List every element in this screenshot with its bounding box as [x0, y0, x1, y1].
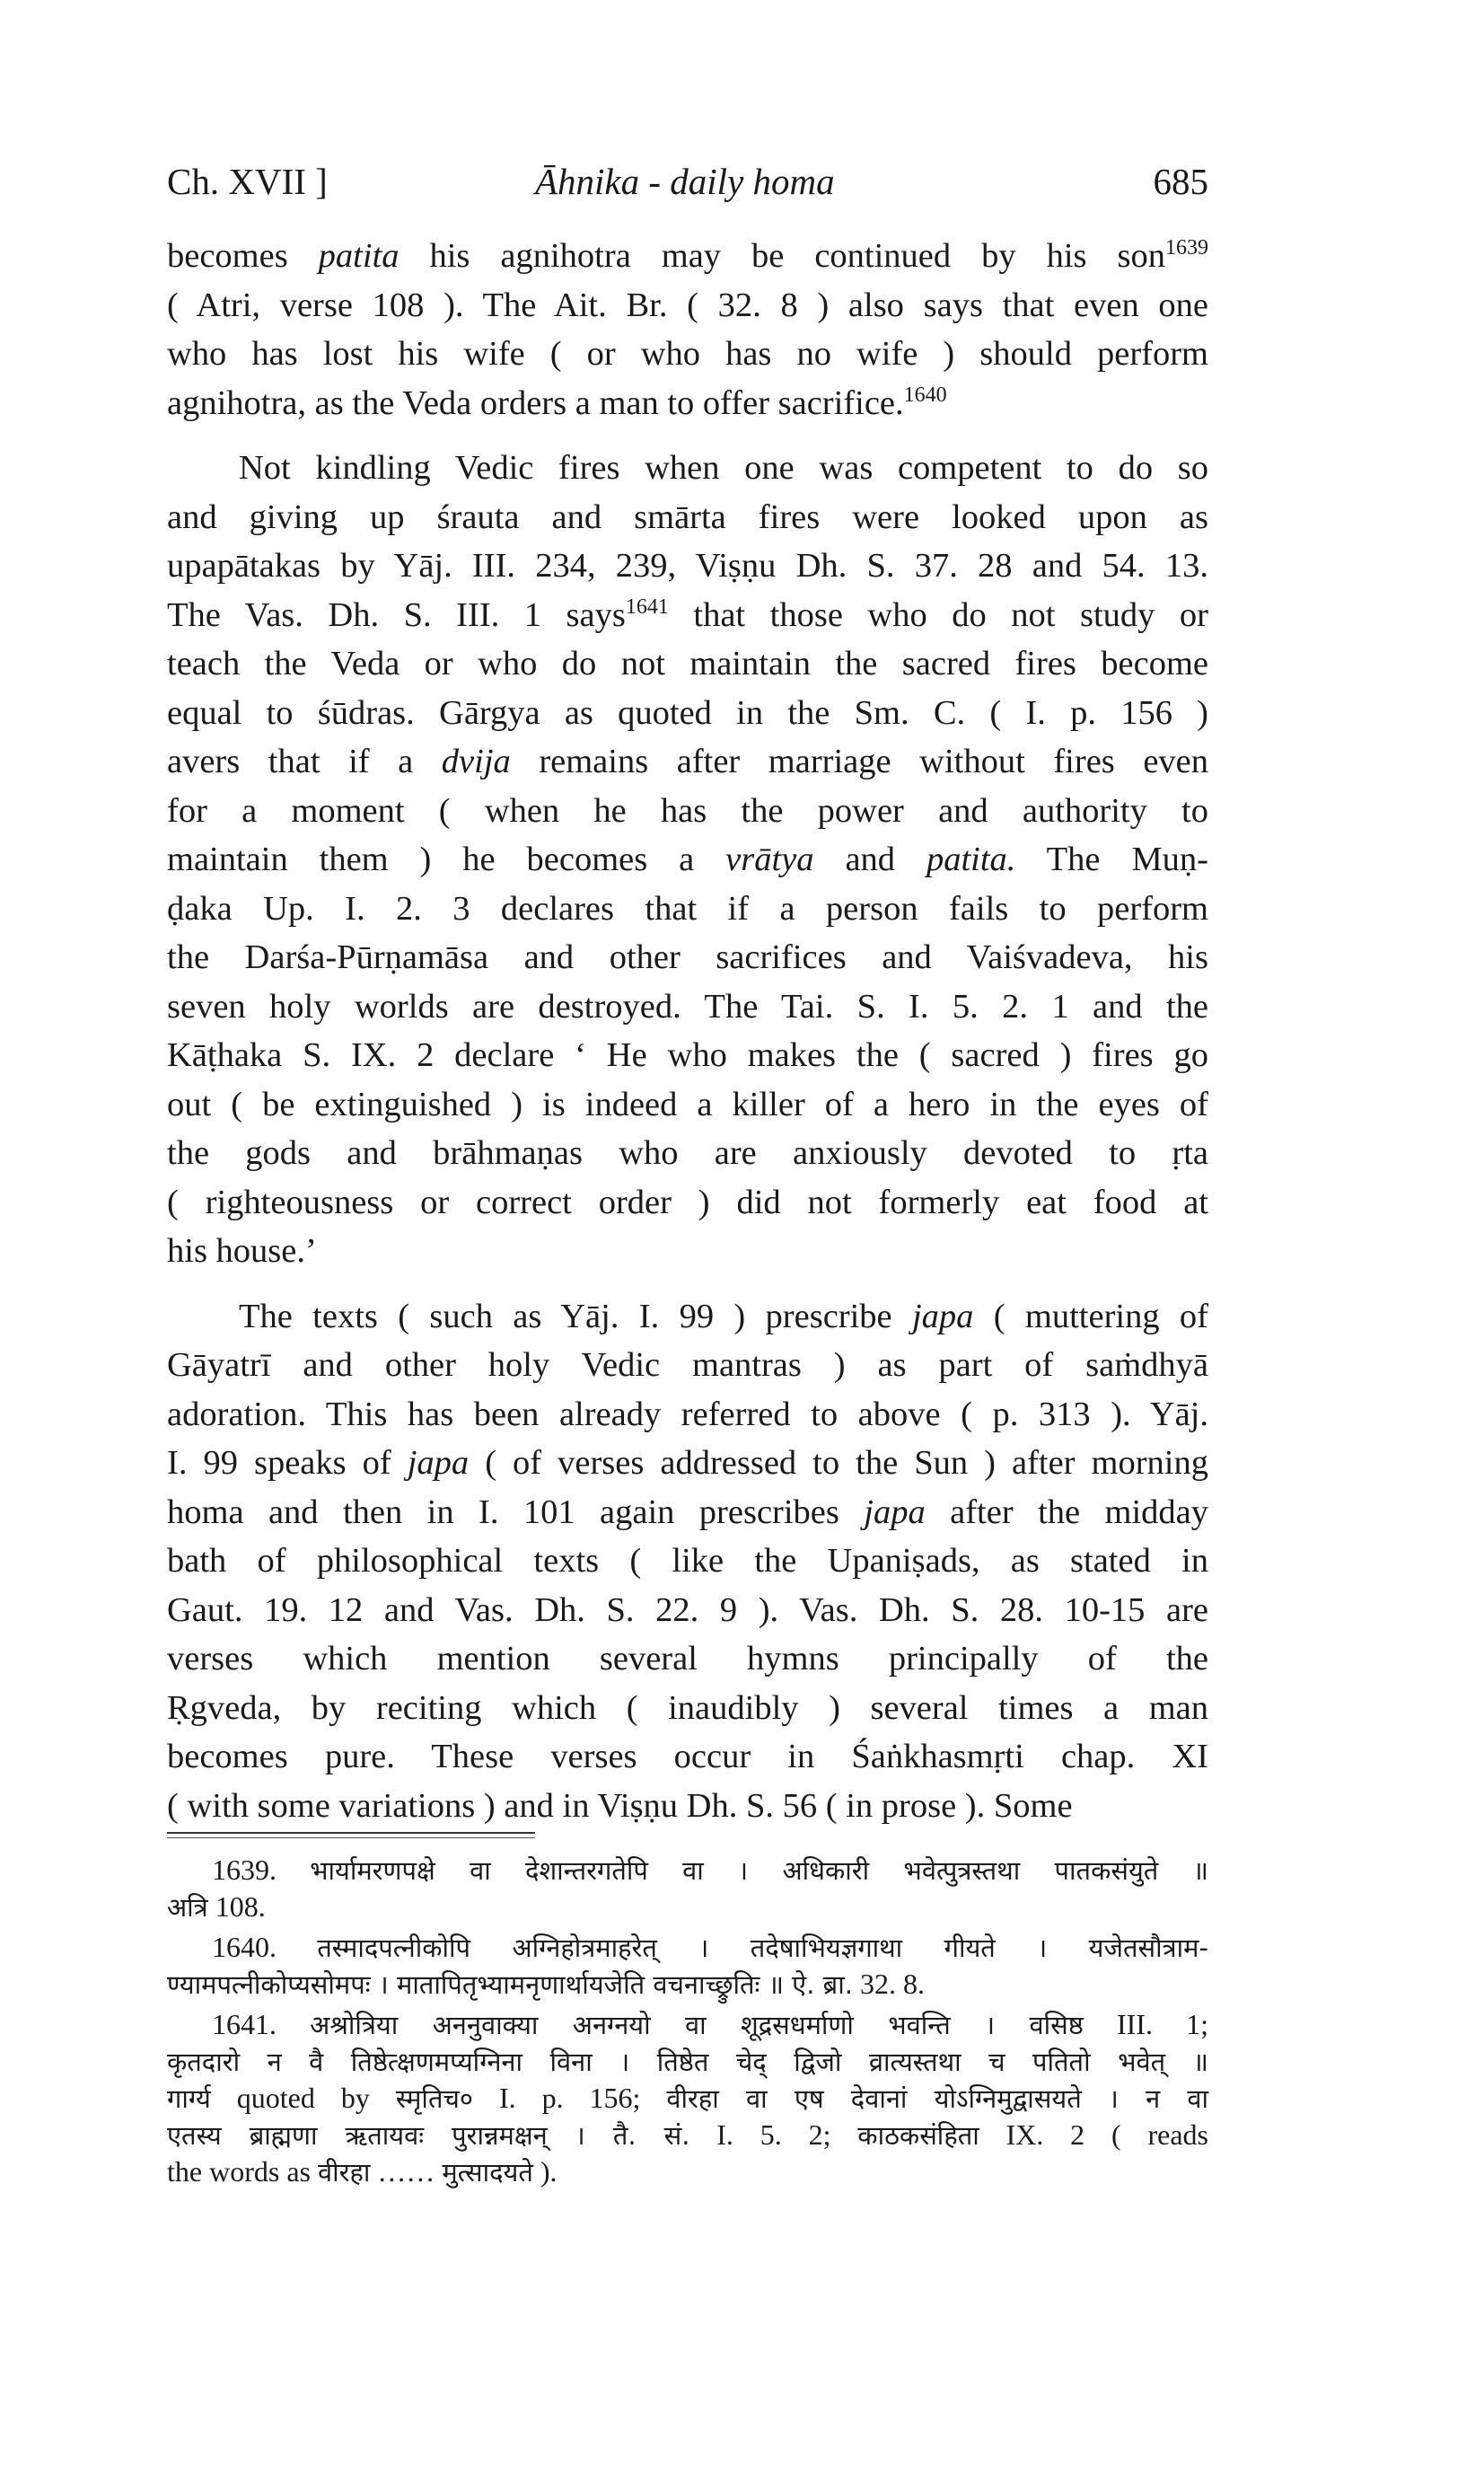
paragraph — [167, 1292, 1208, 1831]
devanagari-text: वीरहा वा एष देवानां योऽग्निमुद्वासयते । न वा — [666, 2083, 1209, 2114]
devanagari-text: स्मृतिच० — [395, 2083, 473, 2114]
text-line: Gāyatrī and other holy Vedic mantras ) as part of saṁdhyā — [167, 1346, 1208, 1384]
footnote-marker: 1641 — [625, 594, 669, 619]
footnote — [167, 2006, 1208, 2190]
text-line: teach the Veda or who do not maintain the sacred fires become — [167, 645, 1208, 682]
footnote-line: 1640. तस्मादपत्नीकोपि अग्निहोत्रमाहरेत् । तदेषाभियज्ञगाथा गीयते । यजेतसौत्राम- — [212, 1931, 1208, 1963]
devanagari-text: मुत्सादयते — [442, 2157, 533, 2188]
devanagari-text: वीरहा — [317, 2157, 371, 2188]
text-line: equal to śūdras. Gārgya as quoted in the Sm. C. ( I. p. 156 ) — [167, 693, 1208, 732]
footnote-line: एतस्य ब्राह्मणा ऋतायवः पुरान्नमक्षन् । तै. सं. I. 5. 2; काठकसंहिता IX. 2 ( reads — [167, 2118, 1208, 2151]
footnote-line: ण्यामपत्नीकोप्यसोमपः । मातापितृभ्यामनृणार्थायजेति वचनाच्छ्रुतिः ॥ ऐ. ब्रा. 32. 8. — [167, 1968, 925, 2000]
footnote-line: the words as वीरहा …… मुत्सादयते ). — [167, 2155, 558, 2188]
footnote-rule-second — [167, 1837, 535, 1838]
devanagari-text: तस्मादपत्नीकोपि अग्निहोत्रमाहरेत् । तदेषाभियज्ञगाथा गीयते । यजेतसौत्राम- — [317, 1933, 1208, 1963]
text-line: ( with some variations ) and in Viṣṇu Dh. S. 56 ( in prose ). Some — [167, 1786, 1073, 1825]
text-line: ḍaka Up. I. 2. 3 declares that if a person fails to perform — [167, 889, 1208, 928]
text-line: Gaut. 19. 12 and Vas. Dh. S. 22. 9 ). Vas. Dh. S. 28. 10-15 are — [167, 1590, 1208, 1629]
footnote-line: अत्रि 108. — [167, 1890, 266, 1923]
devanagari-text: काठकसंहिता — [857, 2120, 979, 2151]
footnote-marker: 1639 — [1164, 236, 1208, 260]
footnote-line: 1639. भार्यामरणपक्षे वा देशान्तरगतेपि वा । अधिकारी भवेत्पुत्रस्तथा पातकसंयुते ॥ — [212, 1854, 1208, 1886]
text-line: out ( be extinguished ) is indeed a killer of a hero in the eyes of — [167, 1085, 1208, 1123]
text-line: avers that if a dvija remains after marriage without fires even — [167, 743, 1208, 780]
text-line: Ṛgveda, by reciting which ( inaudibly ) several times a man — [167, 1688, 1208, 1727]
italic-term: patita. — [926, 841, 1016, 878]
footnote-line: 1641. अश्रोत्रिया अननुवाक्या अनग्नयो वा शूद्रसधर्माणो भवन्ति । वसिष्ठ III. 1; — [212, 2008, 1209, 2040]
text-line: Not kindling Vedic fires when one was competent to do so — [239, 449, 1208, 487]
text-line: bath of philosophical texts ( like the Upaniṣads, as stated in — [167, 1542, 1208, 1580]
devanagari-text: ण्यामपत्नीकोप्यसोमपः । मातापितृभ्यामनृणार्थायजेति वचनाच्छ्रुतिः ॥ ऐ. ब्रा. — [167, 1969, 853, 2000]
paragraph — [167, 444, 1208, 1276]
paragraph — [167, 232, 1208, 427]
footnote — [167, 1929, 1208, 2003]
devanagari-text: गार्ग्य — [167, 2083, 211, 2114]
italic-term: japa — [407, 1444, 470, 1482]
text-line: for a moment ( when he has the power and authority to — [167, 791, 1208, 830]
footnote — [167, 1852, 1208, 1925]
text-line: his house.’ — [167, 1232, 317, 1270]
text-line: The texts ( such as Yāj. I. 99 ) prescribe japa ( muttering of — [239, 1297, 1208, 1335]
devanagari-text: एतस्य ब्राह्मणा ऋतायवः पुरान्नमक्षन् । तै. सं. — [167, 2120, 690, 2151]
devanagari-text: अश्रोत्रिया अननुवाक्या अनग्नयो वा शूद्रसधर्माणो भवन्ति । वसिष्ठ — [310, 2010, 1084, 2040]
text-line: becomes patita his agnihotra may be continued by his son$^{1639}$ — [167, 236, 1208, 275]
section-title: Āhnika - daily homa — [535, 161, 835, 202]
text-line: the gods and brāhmaṇas who are anxiously devoted to ṛta — [167, 1134, 1208, 1172]
text-line: agnihotra, as the Veda orders a man to offer sacrifice.$^{1640}$ — [167, 383, 947, 422]
devanagari-text: भार्यामरणपक्षे वा देशान्तरगतेपि वा । अधिकारी भवेत्पुत्रस्तथा पातकसंयुते ॥ — [310, 1855, 1208, 1886]
text-line: and giving up śrauta and smārta fires were looked upon as — [167, 498, 1208, 536]
text-line: Kāṭhaka S. IX. 2 declare ‘ He who makes the ( sacred ) fires go — [167, 1036, 1208, 1074]
text-line: upapātakas by Yāj. III. 234, 239, Viṣṇu Dh. S. 37. 28 and 54. 13. — [167, 547, 1208, 585]
italic-term: dvija — [441, 743, 511, 780]
text-line: verses which mention several hymns principally of the — [167, 1640, 1208, 1677]
devanagari-text: अत्रि — [167, 1892, 208, 1923]
italic-term: patita — [318, 237, 400, 275]
text-line: the Darśa-Pūrṇamāsa and other sacrifices and Vaiśvadeva, his — [167, 938, 1208, 976]
text-line: homa and then in I. 101 again prescribes japa after the midday — [167, 1493, 1208, 1531]
text-line: becomes pure. These verses occur in Śaṅkhasmṛti chap. XI — [167, 1738, 1208, 1775]
italic-term: vrātya — [725, 841, 814, 878]
chapter-label: Ch. XVII ] — [167, 161, 328, 202]
text-line: adoration. This has been already referred to above ( p. 313 ). Yāj. — [167, 1395, 1208, 1433]
text-line: ( righteousness or correct order ) did not formerly eat food at — [167, 1183, 1208, 1221]
text-line: I. 99 speaks of japa ( of verses addressed to the Sun ) after morning — [167, 1444, 1208, 1482]
text-line: who has lost his wife ( or who has no wife ) should perform — [167, 335, 1208, 373]
text-line: seven holy worlds are destroyed. The Tai. S. I. 5. 2. 1 and the — [167, 987, 1208, 1026]
footnote-marker: 1640 — [903, 383, 947, 407]
text-line: The Vas. Dh. S. III. 1 says$^{1641}$ that those who do not study or — [167, 594, 1209, 634]
footnote-rule — [167, 1832, 535, 1834]
body-text — [167, 232, 1208, 1830]
running-head — [167, 154, 1208, 208]
devanagari-text: कृतदारो न वै तिष्ठेत्क्षणमप्यग्निना विना । तिष्ठेत चेद् द्विजो व्रात्यस्तथा च पतितो भवेत् ॥ — [167, 2047, 1208, 2077]
footnotes — [167, 1852, 1208, 2190]
italic-term: japa — [864, 1493, 926, 1531]
italic-term: japa — [911, 1297, 974, 1335]
text-line: ( Atri, verse 108 ). The Ait. Br. ( 32. 8 ) also says that even one — [167, 286, 1208, 324]
footnote-line: गार्ग्य quoted by स्मृतिच० I. p. 156; वीरहा वा एष देवानां योऽग्निमुद्वासयते । न वा — [167, 2082, 1209, 2114]
page-number: 685 — [1153, 161, 1208, 202]
text-line: maintain them ) he becomes a vrātya and patita. The Muṇ- — [167, 841, 1208, 878]
footnote-line — [167, 2043, 1208, 2080]
